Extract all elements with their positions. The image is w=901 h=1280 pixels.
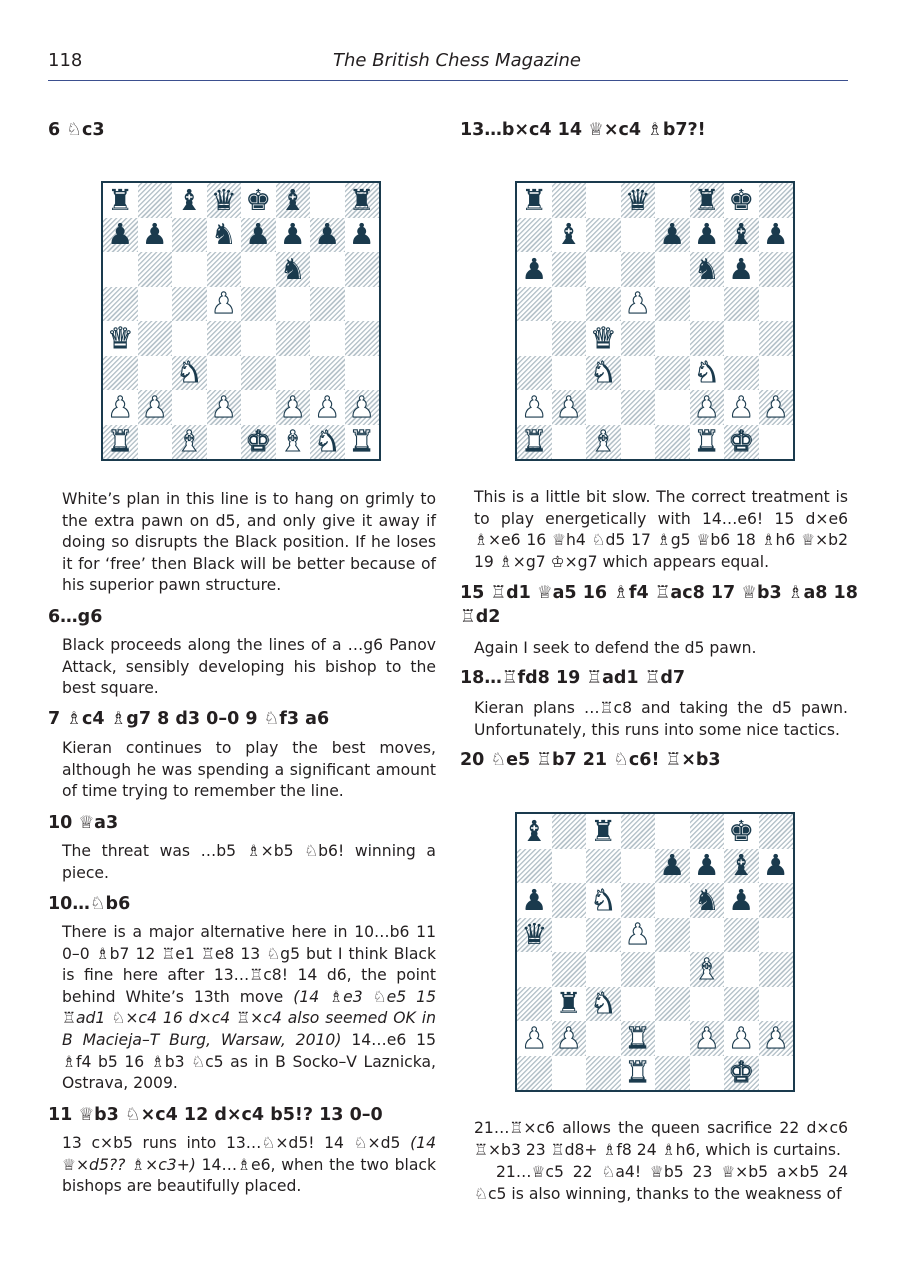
white-bishop-icon: ♝ xyxy=(279,424,306,459)
board-square xyxy=(759,287,794,322)
commentary-7: This is a little bit slow. The correct treatment is to play energetically with 14…e6! 15 d×e6 ♗×e6 16 ♕h4 ♘d5 17 ♗g5 ♕b6 18 ♗h6 ♕×b2 19 ♗×g7 ♔×g7 which appears equal. xyxy=(474,488,848,571)
black-pawn-icon: ♟ xyxy=(348,217,375,252)
black-pawn-icon: ♟ xyxy=(245,217,272,252)
board-square xyxy=(172,287,207,322)
commentary-5-text-a: There is a major alternative here in 10…b6 11 0–0 ♗b7 12 ♖e1 ♖e8 13 ♘g5 but I think Black is fine here after 13…♖c8! 14 d6, the point behind White’s 13th move xyxy=(62,923,436,1006)
board-square xyxy=(276,321,311,356)
white-rook-icon: ♜ xyxy=(693,424,720,459)
board-square xyxy=(517,356,552,391)
board-square xyxy=(655,287,690,322)
board-square xyxy=(207,321,242,356)
board-square xyxy=(241,287,276,322)
black-rook-icon: ♜ xyxy=(590,813,617,848)
board-square xyxy=(690,918,725,953)
white-pawn-icon: ♟ xyxy=(693,389,720,424)
white-pawn-icon: ♟ xyxy=(521,389,548,424)
move-heading-10: 20 ♘e5 ♖b7 21 ♘c6! ♖×b3 xyxy=(460,750,721,770)
commentary-1: White’s plan in this line is to hang on grimly to the extra pawn on d5, and only give it away if doing so disrupts the Black position. If he loses it for ‘free’ then Black will be better because of his superior pawn structure. xyxy=(62,490,436,595)
black-bishop-icon: ♝ xyxy=(521,813,548,848)
white-pawn-icon: ♟ xyxy=(762,389,789,424)
move-heading-8-cont: ♖d2 xyxy=(460,607,501,627)
black-pawn-icon: ♟ xyxy=(314,217,341,252)
black-pawn-icon: ♟ xyxy=(762,217,789,252)
black-pawn-icon: ♟ xyxy=(141,217,168,252)
board-square xyxy=(724,287,759,322)
commentary-8: Again I seek to defend the d5 pawn. xyxy=(474,639,757,657)
commentary-10: 21…♖×c6 allows the queen sacrifice 22 d×c6 ♖×b3 23 ♖d8+ ♗f8 24 ♗h6, which is curtains. xyxy=(474,1119,848,1159)
board-square xyxy=(759,1056,794,1091)
white-rook-icon: ♜ xyxy=(624,1020,651,1055)
board-square xyxy=(241,390,276,425)
board-square xyxy=(276,356,311,391)
board-square xyxy=(552,952,587,987)
board-square xyxy=(138,425,173,460)
black-rook-icon: ♜ xyxy=(521,182,548,217)
white-pawn-icon: ♟ xyxy=(555,1020,582,1055)
board-square xyxy=(690,1056,725,1091)
white-bishop-icon: ♝ xyxy=(176,424,203,459)
black-knight-icon: ♞ xyxy=(693,251,720,286)
board-square xyxy=(552,918,587,953)
black-knight-icon: ♞ xyxy=(693,882,720,917)
board-square xyxy=(621,321,656,356)
black-pawn-icon: ♟ xyxy=(693,848,720,883)
board-square xyxy=(655,814,690,849)
board-square xyxy=(552,883,587,918)
black-knight-icon: ♞ xyxy=(279,251,306,286)
board-square xyxy=(724,356,759,391)
white-king-icon: ♚ xyxy=(728,424,755,459)
white-pawn-icon: ♟ xyxy=(210,286,237,321)
board-square xyxy=(655,918,690,953)
board-square xyxy=(172,390,207,425)
board-square xyxy=(552,1056,587,1091)
board-square xyxy=(724,987,759,1022)
chess-diagram-1 xyxy=(101,181,381,461)
black-king-icon: ♚ xyxy=(728,182,755,217)
white-knight-icon: ♞ xyxy=(693,355,720,390)
white-king-icon: ♚ xyxy=(728,1055,755,1090)
board-square xyxy=(759,425,794,460)
board-square xyxy=(207,356,242,391)
board-square xyxy=(759,183,794,218)
white-pawn-icon: ♟ xyxy=(107,389,134,424)
board-square xyxy=(586,252,621,287)
board-square xyxy=(655,883,690,918)
board-square xyxy=(586,218,621,253)
board-square xyxy=(655,1021,690,1056)
board-square xyxy=(276,287,311,322)
white-pawn-icon: ♟ xyxy=(728,1020,755,1055)
white-pawn-icon: ♟ xyxy=(555,389,582,424)
move-heading-3: 7 ♗c4 ♗g7 8 d3 0–0 9 ♘f3 a6 xyxy=(48,709,330,729)
board-square xyxy=(621,252,656,287)
board-square xyxy=(552,849,587,884)
black-queen-icon: ♛ xyxy=(521,917,548,952)
white-rook-icon: ♜ xyxy=(624,1055,651,1090)
commentary-2: Black proceeds along the lines of a …g6 Panov Attack, sensibly developing his bishop to the best square. xyxy=(62,636,436,698)
board-square xyxy=(310,287,345,322)
board-square xyxy=(517,1056,552,1091)
white-bishop-icon: ♝ xyxy=(693,951,720,986)
board-square xyxy=(586,183,621,218)
board-square xyxy=(552,425,587,460)
black-pawn-icon: ♟ xyxy=(521,251,548,286)
white-queen-icon: ♛ xyxy=(107,320,134,355)
black-pawn-icon: ♟ xyxy=(659,848,686,883)
board-square xyxy=(310,252,345,287)
white-knight-icon: ♞ xyxy=(590,882,617,917)
board-square xyxy=(310,356,345,391)
board-square xyxy=(138,356,173,391)
white-knight-icon: ♞ xyxy=(314,424,341,459)
board-square xyxy=(621,390,656,425)
white-knight-icon: ♞ xyxy=(590,355,617,390)
board-square xyxy=(655,1056,690,1091)
white-pawn-icon: ♟ xyxy=(624,917,651,952)
white-pawn-icon: ♟ xyxy=(624,286,651,321)
board-square xyxy=(759,883,794,918)
board-square xyxy=(621,952,656,987)
header-rule xyxy=(48,80,848,81)
black-rook-icon: ♜ xyxy=(107,182,134,217)
black-king-icon: ♚ xyxy=(245,182,272,217)
commentary-6-text-a: 13 c×b5 runs into 13…♘×d5! 14 ♘×d5 xyxy=(62,1134,411,1152)
board-square xyxy=(552,321,587,356)
board-square xyxy=(345,287,380,322)
move-heading-6: 11 ♕b3 ♘×c4 12 d×c4 b5!? 13 0–0 xyxy=(48,1105,383,1125)
black-king-icon: ♚ xyxy=(728,813,755,848)
move-heading-5: 10…♘b6 xyxy=(48,894,131,914)
board-square xyxy=(586,849,621,884)
white-knight-icon: ♞ xyxy=(176,355,203,390)
board-square xyxy=(345,356,380,391)
board-square xyxy=(759,952,794,987)
board-square xyxy=(586,952,621,987)
white-knight-icon: ♞ xyxy=(590,986,617,1021)
board-square xyxy=(138,252,173,287)
board-square xyxy=(655,356,690,391)
board-square xyxy=(517,321,552,356)
board-square xyxy=(552,814,587,849)
move-heading-4: 10 ♕a3 xyxy=(48,813,119,833)
board-square xyxy=(241,252,276,287)
board-square xyxy=(241,321,276,356)
black-bishop-icon: ♝ xyxy=(728,217,755,252)
board-square xyxy=(759,814,794,849)
board-square xyxy=(172,252,207,287)
white-rook-icon: ♜ xyxy=(107,424,134,459)
move-heading-1: 6 ♘c3 xyxy=(48,120,105,140)
board-square xyxy=(517,987,552,1022)
board-square xyxy=(345,252,380,287)
board-square xyxy=(621,883,656,918)
board-square xyxy=(138,183,173,218)
board-square xyxy=(655,183,690,218)
black-pawn-icon: ♟ xyxy=(762,848,789,883)
board-square xyxy=(655,987,690,1022)
black-rook-icon: ♜ xyxy=(348,182,375,217)
black-pawn-icon: ♟ xyxy=(728,882,755,917)
board-square xyxy=(241,356,276,391)
board-square xyxy=(103,287,138,322)
board-square xyxy=(103,252,138,287)
black-bishop-icon: ♝ xyxy=(728,848,755,883)
commentary-5-text-c: 14…e6 15 ♗f4 b5 16 ♗b3 ♘c5 as in B Socko–V Laznicka, Ostrava, 2009. xyxy=(62,1030,436,1093)
white-pawn-icon: ♟ xyxy=(693,1020,720,1055)
white-pawn-icon: ♟ xyxy=(728,389,755,424)
board-square xyxy=(172,218,207,253)
commentary-11: 21…♕c5 22 ♘a4! ♕b5 23 ♕×b5 a×b5 24 ♘c5 is also winning, thanks to the weakness of xyxy=(474,1163,848,1203)
white-pawn-icon: ♟ xyxy=(314,389,341,424)
board-square xyxy=(655,390,690,425)
board-square xyxy=(517,849,552,884)
board-square xyxy=(586,287,621,322)
black-pawn-icon: ♟ xyxy=(728,251,755,286)
commentary-5 xyxy=(62,922,436,1095)
board-square xyxy=(517,287,552,322)
board-square xyxy=(552,252,587,287)
running-title: The British Chess Magazine xyxy=(333,50,581,71)
board-square xyxy=(759,918,794,953)
board-square xyxy=(310,321,345,356)
board-square xyxy=(517,952,552,987)
board-square xyxy=(586,390,621,425)
board-square xyxy=(655,252,690,287)
board-square xyxy=(655,952,690,987)
board-square xyxy=(207,252,242,287)
board-square xyxy=(517,218,552,253)
board-square xyxy=(207,425,242,460)
board-square xyxy=(759,356,794,391)
white-pawn-icon: ♟ xyxy=(279,389,306,424)
chess-diagram-3 xyxy=(515,812,795,1092)
commentary-6 xyxy=(62,1133,436,1198)
white-bishop-icon: ♝ xyxy=(590,424,617,459)
black-knight-icon: ♞ xyxy=(210,217,237,252)
board-square xyxy=(310,183,345,218)
chess-diagram-2 xyxy=(515,181,795,461)
commentary-4: The threat was …b5 ♗×b5 ♘b6! winning a piece. xyxy=(62,842,436,882)
board-square xyxy=(552,287,587,322)
commentary-6-text-c: 14…♗e6, when the two black bishops are beautifully placed. xyxy=(62,1155,436,1196)
page-number: 118 xyxy=(48,50,83,71)
commentary-5-variation: (14 ♗e3 ♘e5 15 ♖ad1 ♘×c4 16 d×c4 ♖×c4 also seemed OK in B Macieja–T Burg, Warsaw, 2010) xyxy=(62,987,436,1049)
board-square xyxy=(724,918,759,953)
board-square xyxy=(345,321,380,356)
commentary-6-variation: (14 ♕×d5?? ♗×c3+) xyxy=(62,1134,436,1174)
black-pawn-icon: ♟ xyxy=(107,217,134,252)
commentary-9: Kieran plans …♖c8 and taking the d5 pawn. Unfortunately, this runs into some nice tactics. xyxy=(474,699,848,739)
board-square xyxy=(621,218,656,253)
board-square xyxy=(552,356,587,391)
white-rook-icon: ♜ xyxy=(521,424,548,459)
black-pawn-icon: ♟ xyxy=(693,217,720,252)
board-square xyxy=(586,918,621,953)
white-pawn-icon: ♟ xyxy=(141,389,168,424)
white-rook-icon: ♜ xyxy=(348,424,375,459)
move-heading-9: 18…♖fd8 19 ♖ad1 ♖d7 xyxy=(460,668,686,688)
board-square xyxy=(172,321,207,356)
board-square xyxy=(586,1056,621,1091)
board-square xyxy=(655,425,690,460)
black-bishop-icon: ♝ xyxy=(279,182,306,217)
board-square xyxy=(621,425,656,460)
black-bishop-icon: ♝ xyxy=(176,182,203,217)
white-queen-icon: ♛ xyxy=(590,320,617,355)
black-bishop-icon: ♝ xyxy=(555,217,582,252)
white-pawn-icon: ♟ xyxy=(348,389,375,424)
board-square xyxy=(138,287,173,322)
commentary-3: Kieran continues to play the best moves, although he was spending a significant amount of time trying to remember the line. xyxy=(62,739,436,801)
black-rook-icon: ♜ xyxy=(555,986,582,1021)
black-pawn-icon: ♟ xyxy=(279,217,306,252)
board-square xyxy=(690,987,725,1022)
board-square xyxy=(759,252,794,287)
board-square xyxy=(138,321,173,356)
board-square xyxy=(621,849,656,884)
board-square xyxy=(621,814,656,849)
black-queen-icon: ♛ xyxy=(210,182,237,217)
white-pawn-icon: ♟ xyxy=(521,1020,548,1055)
board-square xyxy=(103,356,138,391)
black-rook-icon: ♜ xyxy=(693,182,720,217)
board-square xyxy=(655,321,690,356)
board-square xyxy=(759,987,794,1022)
board-square xyxy=(724,952,759,987)
move-heading-7: 13…b×c4 14 ♕×c4 ♗b7?! xyxy=(460,120,706,140)
board-square xyxy=(759,321,794,356)
board-square xyxy=(621,987,656,1022)
board-square xyxy=(621,356,656,391)
black-pawn-icon: ♟ xyxy=(659,217,686,252)
move-heading-8: 15 ♖d1 ♕a5 16 ♗f4 ♖ac8 17 ♕b3 ♗a8 18 xyxy=(460,583,858,603)
white-king-icon: ♚ xyxy=(245,424,272,459)
white-pawn-icon: ♟ xyxy=(762,1020,789,1055)
board-square xyxy=(690,814,725,849)
black-queen-icon: ♛ xyxy=(624,182,651,217)
board-square xyxy=(724,321,759,356)
move-heading-2: 6…g6 xyxy=(48,607,103,627)
board-square xyxy=(690,321,725,356)
board-square xyxy=(552,183,587,218)
board-square xyxy=(690,287,725,322)
white-pawn-icon: ♟ xyxy=(210,389,237,424)
black-pawn-icon: ♟ xyxy=(521,882,548,917)
board-square xyxy=(586,1021,621,1056)
